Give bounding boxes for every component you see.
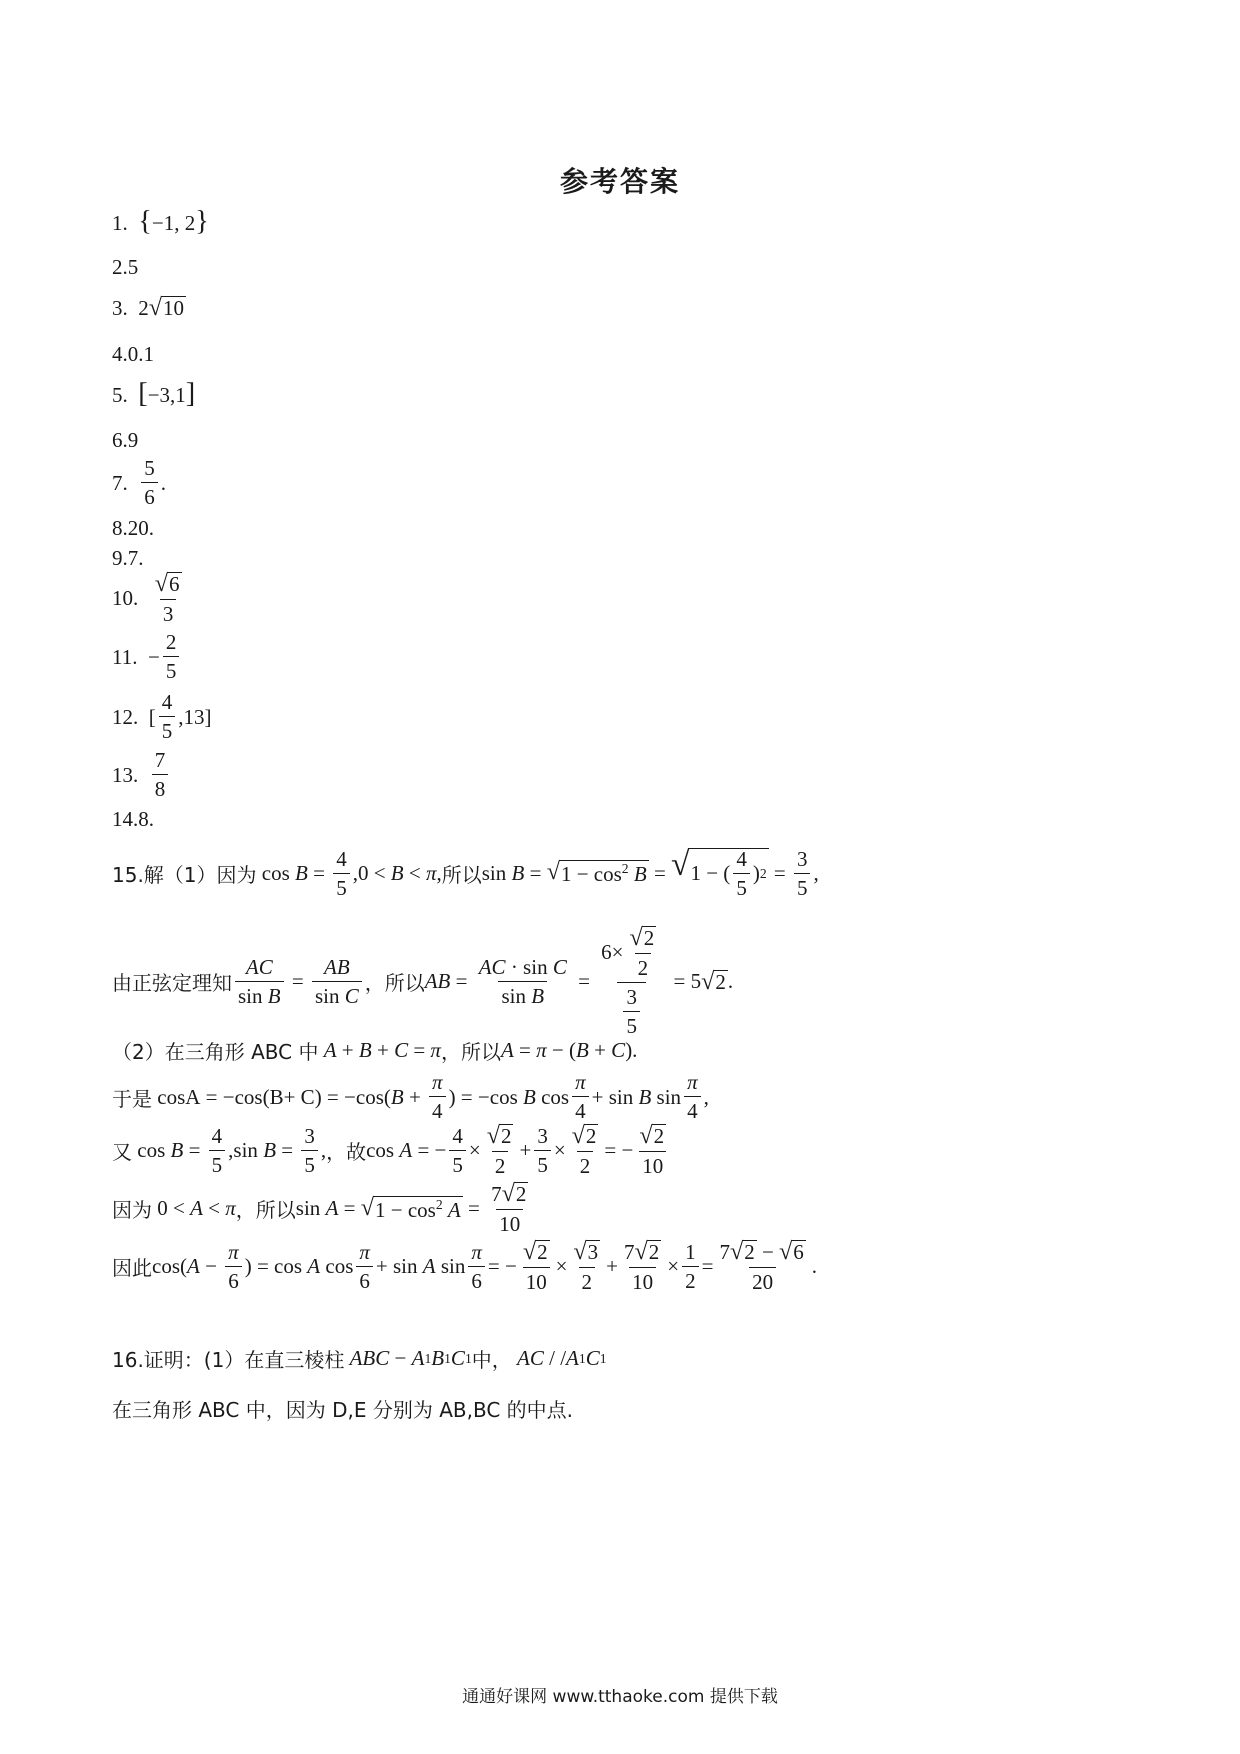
answer-14: 14.8.	[112, 807, 154, 831]
answer-11: 11. − $\frac{2}{5}$	[112, 632, 182, 682]
answer-2: 2.5	[112, 255, 139, 279]
q15-line-3: （2）在三角形 ABC 中 A + B + C = π ，所以 A = π − ( B + C ).	[112, 1038, 638, 1064]
answer-1: 1. {−1, 2}	[112, 206, 209, 237]
answer-9: 9.7.	[112, 546, 144, 570]
answer-12: 12. [ $\frac{4}{5}$ ,13]	[112, 690, 212, 743]
answer-7: 7. $\frac{5}{6}$ .	[112, 456, 166, 509]
page-title: 参考答案	[559, 165, 680, 198]
answer-10: 10. √ 6 3	[112, 570, 180, 627]
q15-line-2: 由正弦定理知 $\frac{AC}{\text{sin B}}$ = $\frac{AB}{\text{sin C}}$ ，所以 AB = $\frac{\text{AC · sin C}}{\text{sin B}}$ = 6× √ 2 2 $\frac{3}{5}$ = 5 √ 2 .	[112, 924, 734, 1039]
q15-label: 15.解（1）因为	[112, 863, 257, 887]
q15-line-5: 又 cos B = $\frac{4}{5}$ ,sin B = $\frac{3}{5}$ , ，故 cos A = − $\frac{4}{5}$ × √ 2 2 + $\frac{3}{5}$ × √ 2 2 = − √ 2 10	[112, 1124, 672, 1177]
answer-6: 6.9	[112, 428, 139, 452]
answer-3: 3. 2 √ 10	[112, 294, 184, 321]
q15-line-6: 因为 0 < A < π ，所以 sin A = √ $1 - \cos^2 A$ = 7 √ 2 10	[112, 1180, 527, 1237]
answer-5: 5. [−3,1]	[112, 378, 196, 409]
q16-line-1: 16.证明：(1）在直三棱柱 ABC − A 1 B 1 C 1 中， AC / / A 1 C 1	[112, 1346, 607, 1372]
q15-line-7: 因此 cos( A − $\frac{\pi}{6}$ ) = cos A cos $\frac{\pi}{6}$ + sin A sin $\frac{\pi}{6}$ = − √ 2 10 × √ 3 2 + 7 √ 2 10 × $\frac{1}{2}$ = 7 √ 2 − √ 6 20 .	[112, 1238, 818, 1295]
q15-line-1: 15.解（1）因为 cos B = $\frac{4}{5}$ ,0 < B < π , 所以 sin B = √ $1 - \cos^2 B$ = √ 1 − ( $\frac{4}{5}$ ) 2 = $\frac{3}{5}$ ,	[112, 846, 819, 900]
answer-4: 4.0.1	[112, 342, 154, 366]
q16-line-2: 在三角形 ABC 中，因为 D,E 分别为 AB,BC 的中点.	[112, 1398, 574, 1422]
answer-8: 8.20.	[112, 516, 154, 540]
q15-line-4: 于是 cosA = −cos(B+ C) = −cos( B + $\frac{\pi}{4}$ ) = −cos B cos $\frac{\pi}{4}$ + sin B sin $\frac{\pi}{4}$ ,	[112, 1070, 709, 1123]
answer-13: 13. $\frac{7}{8}$	[112, 750, 171, 800]
page-footer: 通通好课网 www.tthaoke.com 提供下载	[462, 1687, 778, 1707]
